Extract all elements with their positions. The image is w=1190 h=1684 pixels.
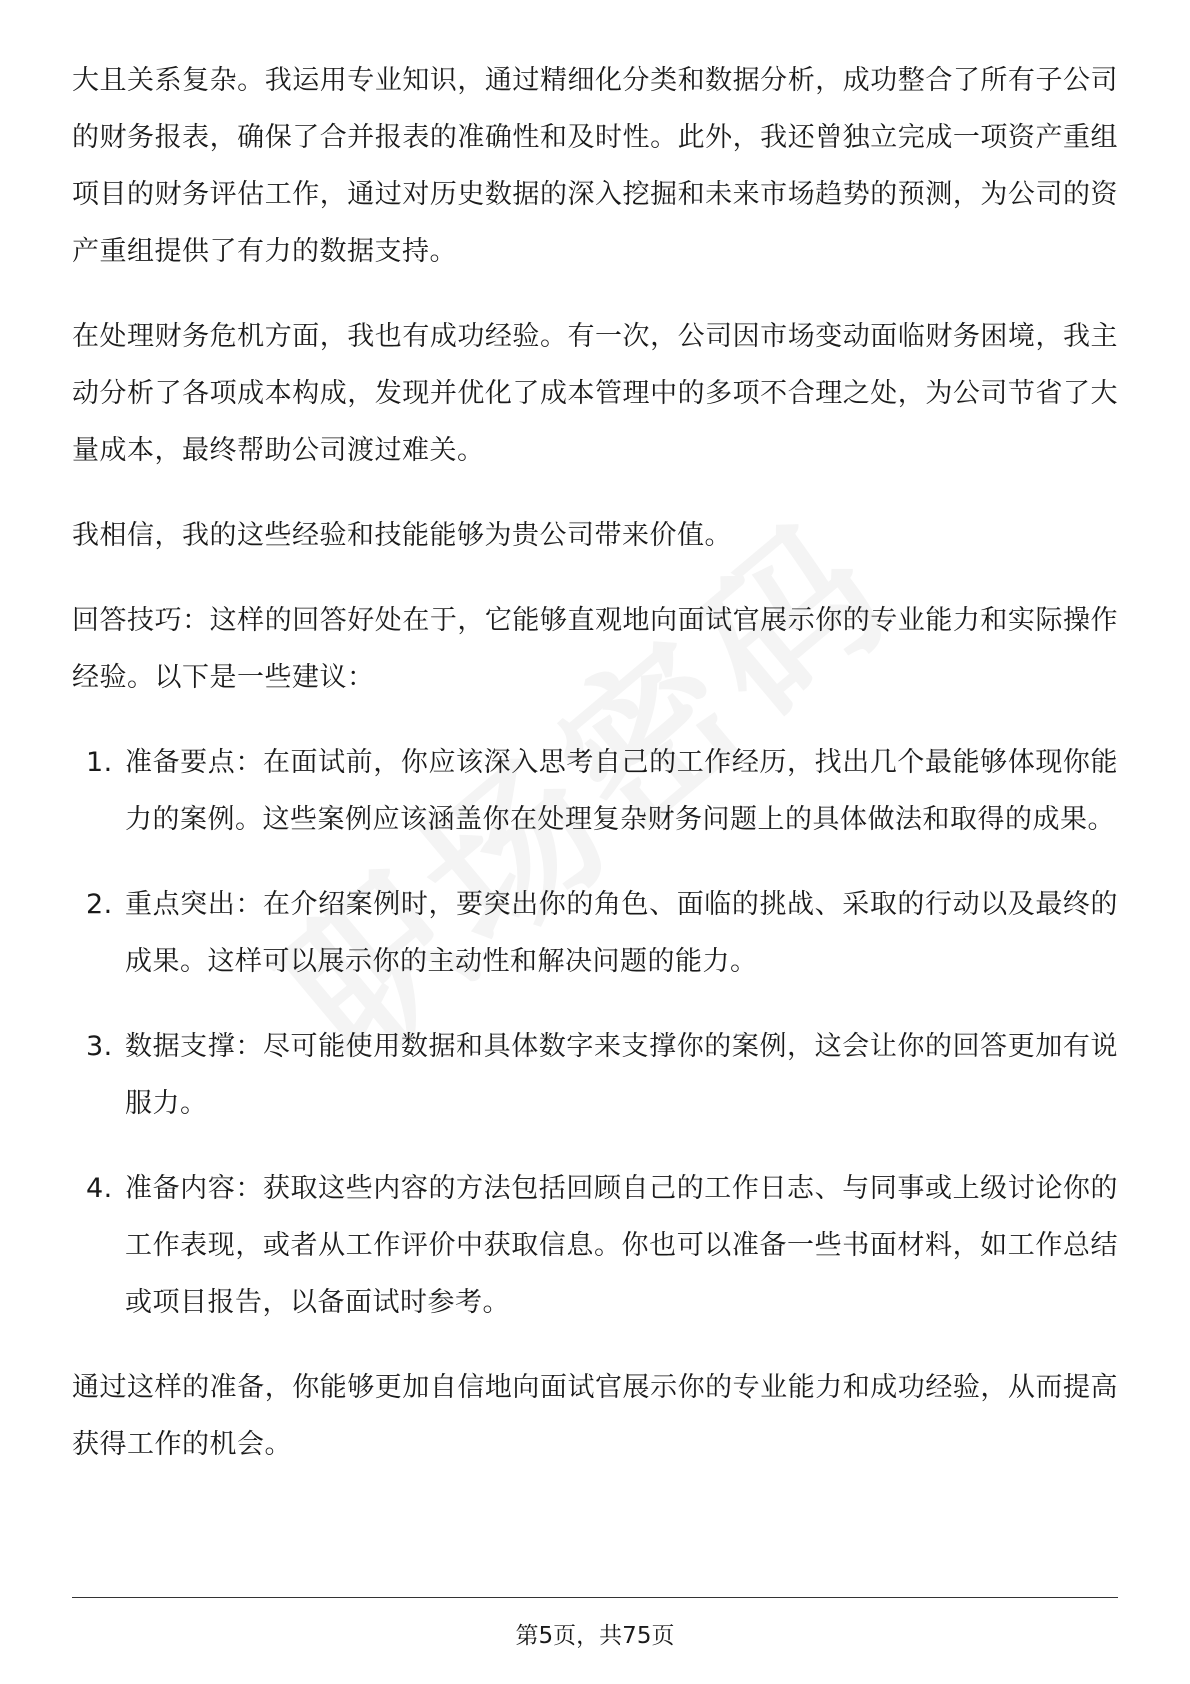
list-item-text: 准备要点：在面试前，你应该深入思考自己的工作经历，找出几个最能够体现你能力的案例。这些案例应该涵盖你在处理复杂财务问题上的具体做法和取得的成果。 (125, 747, 1118, 835)
document-body (72, 52, 1118, 1501)
list-item-number: 2. (86, 889, 113, 920)
paragraph-belief: 我相信，我的这些经验和技能能够为贵公司带来价值。 (72, 520, 732, 551)
tips-list (72, 734, 1118, 1331)
paragraph-answer-tips-intro: 回答技巧：这样的回答好处在于，它能够直观地向面试官展示你的专业能力和实际操作经验。以下是一些建议： (72, 605, 1118, 693)
list-item-text: 重点突出：在介绍案例时，要突出你的角色、面临的挑战、采取的行动以及最终的成果。这样可以展示你的主动性和解决问题的能力。 (125, 889, 1118, 977)
list-item-number: 3. (86, 1031, 113, 1062)
page-number: 第5页，共75页 (515, 1623, 675, 1649)
list-item (72, 1018, 1118, 1132)
list-item-number: 1. (86, 747, 113, 778)
list-item (72, 1160, 1118, 1331)
list-item (72, 734, 1118, 848)
footer-divider (72, 1597, 1118, 1598)
paragraph-conclusion: 通过这样的准备，你能够更加自信地向面试官展示你的专业能力和成功经验，从而提高获得工作的机会。 (72, 1372, 1118, 1460)
list-item-text: 数据支撑：尽可能使用数据和具体数字来支撑你的案例，这会让你的回答更加有说服力。 (125, 1031, 1118, 1119)
paragraph-experience-continued: 大且关系复杂。我运用专业知识，通过精细化分类和数据分析，成功整合了所有子公司的财务报表，确保了合并报表的准确性和及时性。此外，我还曾独立完成一项资产重组项目的财务评估工作，通过对历史数据的深入挖掘和未来市场趋势的预测，为公司的资产重组提供了有力的数据支持。 (72, 65, 1118, 267)
list-item-number: 4. (86, 1173, 113, 1204)
paragraph-financial-crisis: 在处理财务危机方面，我也有成功经验。有一次，公司因市场变动面临财务困境，我主动分析了各项成本构成，发现并优化了成本管理中的多项不合理之处，为公司节省了大量成本，最终帮助公司渡过难关。 (72, 321, 1118, 466)
list-item (72, 876, 1118, 990)
list-item-text: 准备内容：获取这些内容的方法包括回顾自己的工作日志、与同事或上级讨论你的工作表现，或者从工作评价中获取信息。你也可以准备一些书面材料，如工作总结或项目报告，以备面试时参考。 (125, 1173, 1118, 1318)
